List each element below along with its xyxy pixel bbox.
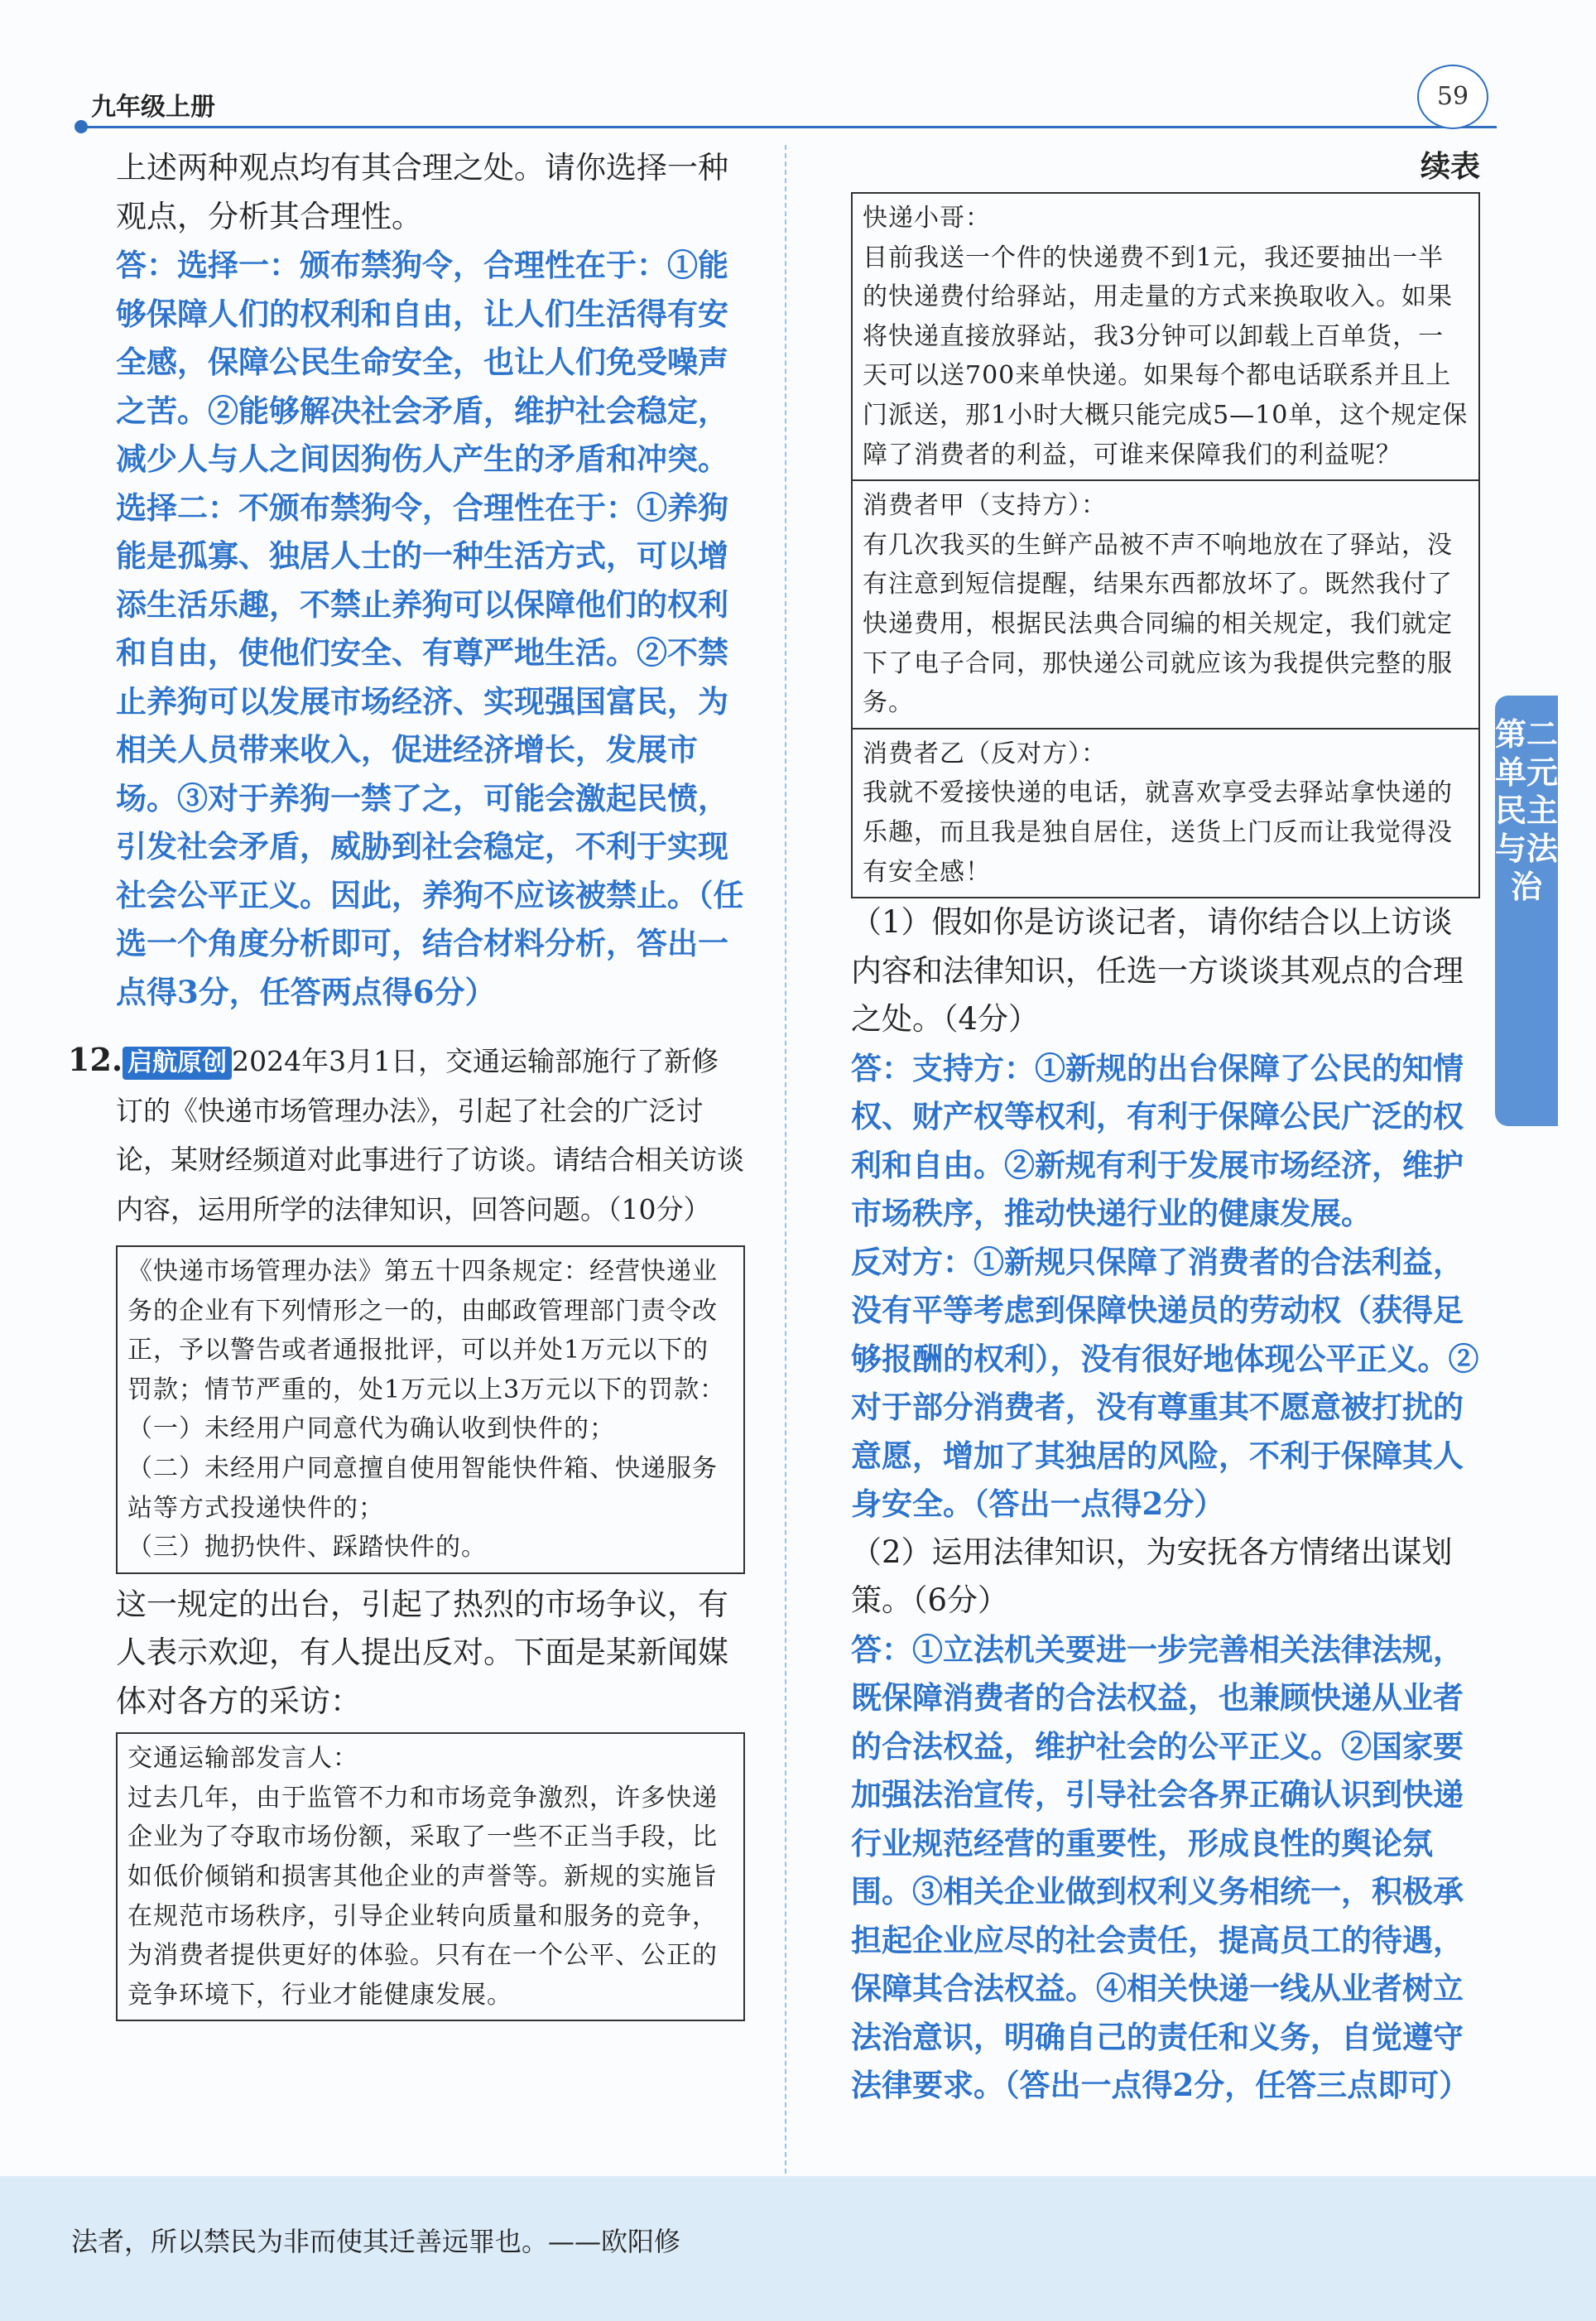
regulation-item-2: （二）未经用户同意擅自使用智能快件箱、快递服务站等方式投递快件的； <box>127 1453 718 1523</box>
courier-section <box>863 194 1469 479</box>
interview-box <box>851 192 1480 898</box>
courier-head: 快递小哥： <box>863 204 991 233</box>
answer-option-2: 选择二：不颁布禁狗令，合理性在于：①养狗能是孤寡、独居人士的一种生活方式，可以增添生活乐趣，不禁止养狗可以保障他们的权利和自由，使他们安全、有尊严地生活。②不禁止养狗可以发展市场经济、实现强国富民，为相关人员带来收入，促进经济增长，发展市场。③对于养狗一禁了之，可能会激起民愤，引发社会矛盾，威胁到社会稳定，不利于实现社会公平正义。因此，养狗不应该被禁止。（任选一个角度分析即可，结合材料分析，答出一点得3分，任答两点得6分） <box>116 489 744 1010</box>
question-12 <box>68 1036 745 1234</box>
regulation-box <box>116 1245 745 1574</box>
answer-2: 答：①立法机关要进一步完善相关法律法规，既保障消费者的合法权益，也兼顾快递从业者的合法权益，维护社会的公平正义。②国家要加强法治宣传，引导社会各界正确认识到快递行业规范经营的重要性，形成良性的舆论氛围。③相关企业做到权利义务相统一，积极承担起企业应尽的社会责任，提高员工的待遇，保障其合法权益。④相关快递一线从业者树立法治意识，明确自己的责任和义务，自觉遵守法律要求。（答出一点得2分，任答三点即可） <box>851 1630 1470 2104</box>
header-rule <box>81 126 1497 128</box>
answer-option-1: 答：选择一：颁布禁狗令，合理性在于：①能够保障人们的权利和自由，让人们生活得有安全感，保障公民生命安全，也让人们免受噪声之苦。②能够解决社会矛盾，维护社会稳定，减少人与人之间因狗伤人产生的矛盾和冲突。 <box>116 247 728 477</box>
original-tag: 启航原创 <box>123 1047 232 1080</box>
consumer-b-section <box>853 728 1478 897</box>
continued-label: 续表 <box>1420 149 1480 184</box>
spokesperson-text: 过去几年，由于监管不力和市场竞争激烈，许多快递企业为了夺取市场份额，采取了一些不正当手段，比如低价倾销和损害其他企业的声誉等。新规的实施旨在规范市场秩序，引导企业转向质量和服务的竞争，为消费者提供更好的体验。只有在一个公平、公正的竞争环境下，行业才能健康发展。 <box>127 1783 718 2010</box>
controversy-text: 这一规定的出台，引起了热烈的市场争议，有人表示欢迎，有人提出反对。下面是某新闻媒体对各方的采访： <box>116 1586 728 1719</box>
spokesperson-box <box>116 1732 745 2021</box>
question-number: 12. <box>68 1041 123 1078</box>
column-divider <box>785 145 786 2182</box>
footer-quote: 法者，所以禁民为非而使其迁善远罪也。——欧阳修 <box>71 2226 681 2257</box>
spokesperson-head: 交通运输部发言人： <box>127 1744 358 1774</box>
question-2: （2）运用法律知识，为安抚各方情绪出谋划策。（6分） <box>851 1534 1453 1619</box>
consumer-b-text: 我就不爱接快递的电话，就喜欢享受去驿站拿快递的乐趣，而且我是独自居住，送货上门反而让我觉得没有安全感！ <box>863 778 1453 887</box>
regulation-item-3: （三）抛扔快件、踩踏快件的。 <box>127 1533 487 1563</box>
consumer-a-section <box>853 479 1478 728</box>
page-number: 59 <box>1417 65 1488 129</box>
grade-label: 九年级上册 <box>91 93 215 122</box>
answer-1-oppose: 反对方：①新规只保障了消费者的合法利益，没有平等考虑到保障快递员的劳动权（获得足够报酬的权利），没有很好地体现公平正义。②对于部分消费者，没有尊重其不愿意被打扰的意愿，增加了其独居的风险，不利于保障其人身安全。（答出一点得2分） <box>851 1243 1479 1523</box>
regulation-text: 《快递市场管理办法》第五十四条规定：经营快递业务的企业有下列情形之一的，由邮政管理部门责令改正，予以警告或者通报批评，可以并处1万元以下的罚款；情节严重的，处1万元以上3万元以下的罚款： <box>127 1257 726 1404</box>
consumer-b-head: 消费者乙（反对方）： <box>863 739 1107 768</box>
answer-1-support: 答：支持方：①新规的出台保障了公民的知情权、财产权等权利，有利于保障公民广泛的权利和自由。②新规有利于发展市场经济，维护市场秩序，推动快递行业的健康发展。 <box>851 1049 1464 1232</box>
page-header <box>0 0 1596 141</box>
question-12-text: 2024年3月1日，交通运输部施行了新修订的《快递市场管理办法》，引起了社会的广泛讨论，某财经频道对此事进行了访谈。请结合相关访谈内容，运用所学的法律知识，回答问题。（10分） <box>116 1045 744 1226</box>
question-1: （1）假如你是访谈记者，请你结合以上访谈内容和法律知识，任选一方谈谈其观点的合理之处。（4分） <box>851 904 1464 1038</box>
consumer-a-text: 有几次我买的生鲜产品被不声不响地放在了驿站，没有注意到短信提醒，结果东西都放坏了。既然我付了快递费用，根据民法典合同编的相关规定，我们就定下了电子合同，那快递公司就应该为我提供完整的服务。 <box>863 530 1453 718</box>
courier-text: 目前我送一个件的快递费不到1元，我还要抽出一半的快递费付给驿站，用走量的方式来换取收入。如果将快递直接放驿站，我3分钟可以卸载上百单货，一天可以送700来单快递。如果每个都电话联系并且上门派送，那1小时大概只能完成5—10单，这个规定保障了消费者的利益，可谁来保障我们的利益呢？ <box>863 243 1469 469</box>
right-column <box>851 144 1480 2110</box>
regulation-item-1: （一）未经用户同意代为确认收到快件的； <box>127 1414 615 1444</box>
consumer-a-head: 消费者甲（支持方）： <box>863 491 1107 521</box>
left-column <box>68 144 745 2021</box>
intro-text: 上述两种观点均有其合理之处。请你选择一种观点，分析其合理性。 <box>116 150 728 234</box>
unit-side-tab: 第二单元 民主与法治 <box>1495 696 1558 1126</box>
